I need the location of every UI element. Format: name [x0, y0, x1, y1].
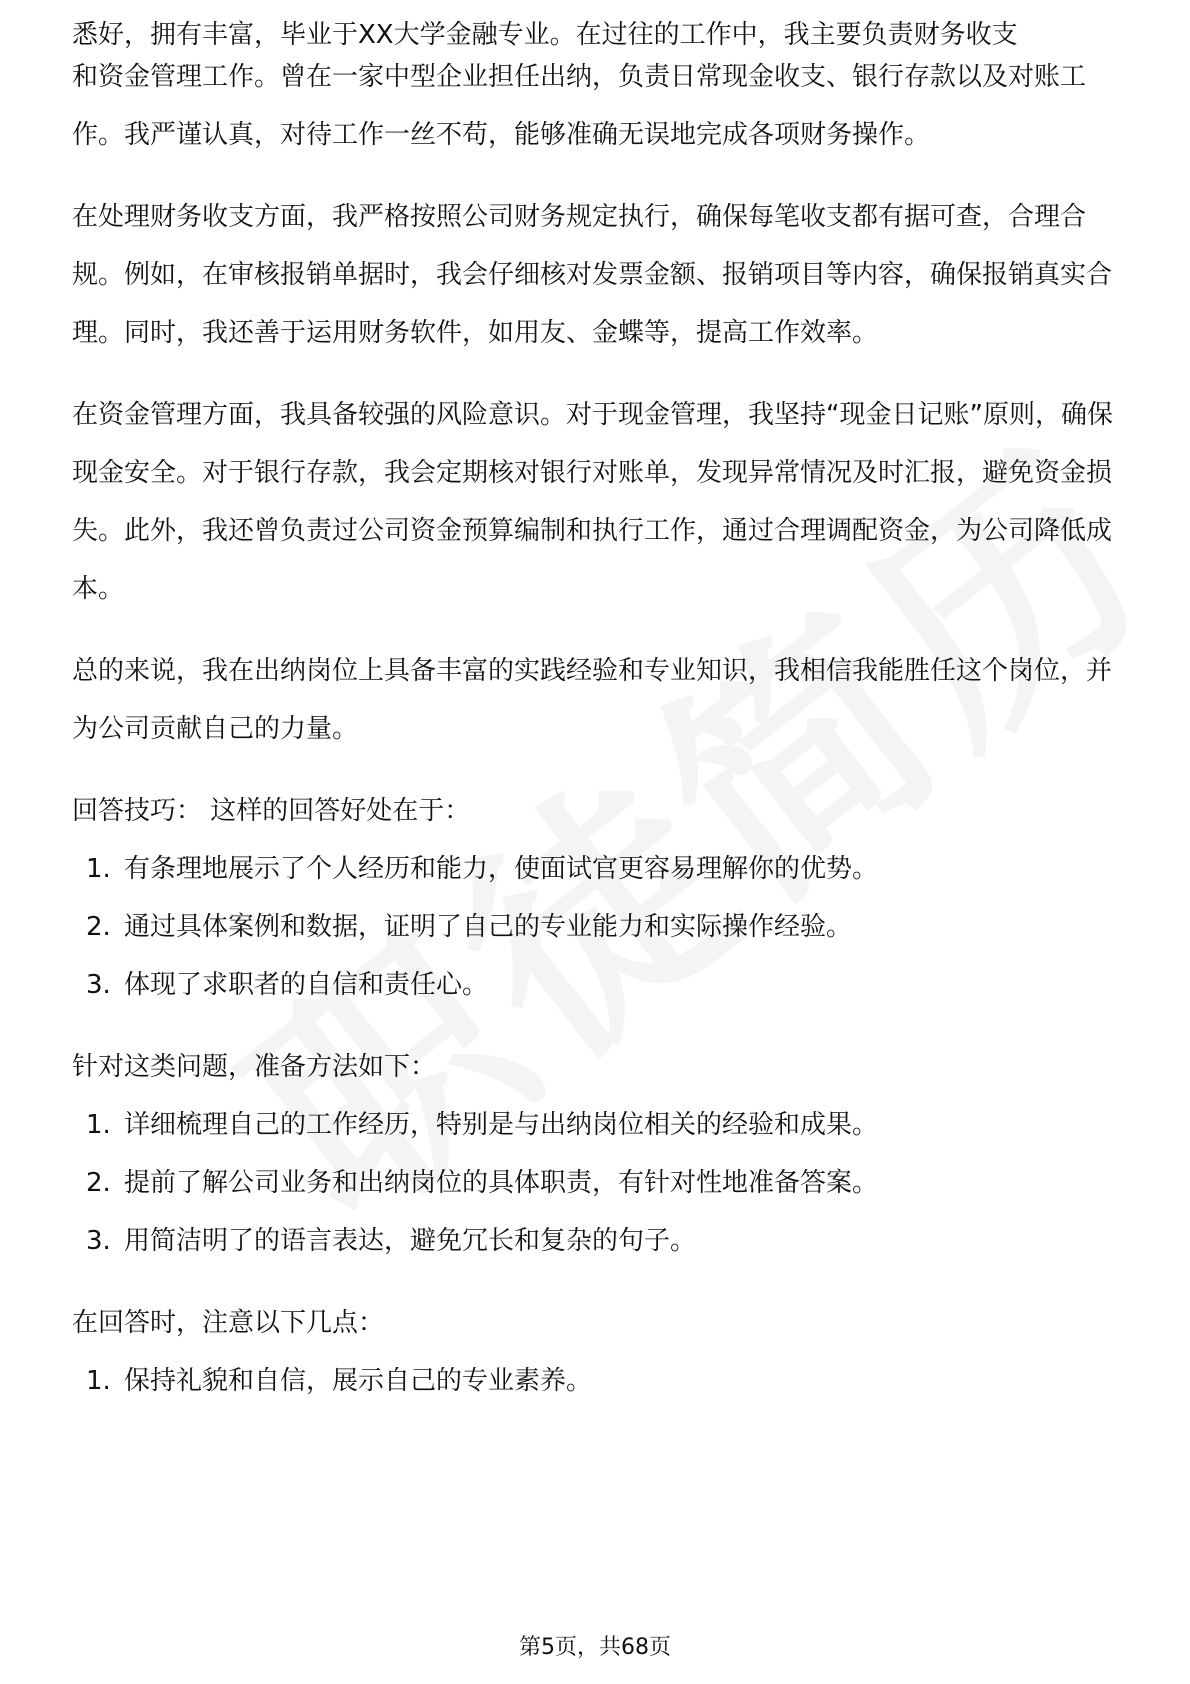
list-item [72, 1154, 1122, 1212]
list-number: 3. [86, 1226, 111, 1256]
page-footer: 第5页，共68页 [519, 1635, 671, 1660]
prep-heading: 针对这类问题，准备方法如下： [72, 1052, 437, 1082]
list-text: 有条理地展示了个人经历和能力，使面试官更容易理解你的优势。 [124, 854, 879, 884]
list-item [72, 1096, 1122, 1154]
list-number: 3. [86, 970, 111, 1000]
paragraph-experience: 和资金管理工作。曾在一家中型企业担任出纳，负责日常现金收支、银行存款以及对账工作。我严谨认真，对待工作一丝不苟，能够准确无误地完成各项财务操作。 [72, 62, 1087, 150]
list-number: 2. [86, 912, 111, 942]
list-text: 保持礼貌和自信，展示自己的专业素养。 [124, 1366, 593, 1396]
notes-list [72, 1352, 1122, 1410]
list-item [72, 1352, 1122, 1410]
list-text: 详细梳理自己的工作经历，特别是与出纳岗位相关的经验和成果。 [124, 1110, 879, 1140]
tips-list [72, 840, 1122, 1014]
list-number: 1. [86, 1366, 111, 1396]
list-text: 提前了解公司业务和出纳岗位的具体职责，有针对性地准备答案。 [124, 1168, 879, 1198]
list-number: 1. [86, 854, 111, 884]
notes-heading: 在回答时，注意以下几点： [72, 1308, 385, 1338]
list-item [72, 898, 1122, 956]
paragraph-summary: 总的来说，我在出纳岗位上具备丰富的实践经验和专业知识，我相信我能胜任这个岗位，并为公司贡献自己的力量。 [72, 656, 1113, 744]
prep-list [72, 1096, 1122, 1270]
list-number: 2. [86, 1168, 111, 1198]
list-item [72, 840, 1122, 898]
tips-heading: 回答技巧： 这样的回答好处在于： [72, 796, 471, 826]
list-text: 体现了求职者的自信和责任心。 [124, 970, 489, 1000]
list-text: 通过具体案例和数据，证明了自己的专业能力和实际操作经验。 [124, 912, 853, 942]
paragraph-capital: 在资金管理方面，我具备较强的风险意识。对于现金管理，我坚持“现金日记账”原则，确保现金安全。对于银行存款，我会定期核对银行对账单，发现异常情况及时汇报，避免资金损失。此外，我还曾负责过公司资金预算编制和执行工作，通过合理调配资金，为公司降低成本。 [72, 400, 1113, 604]
list-item [72, 956, 1122, 1014]
paragraph-cut-top: 悉好，拥有丰富，毕业于XX大学金融专业。在过往的工作中，我主要负责财务收支 [72, 20, 1018, 48]
list-text: 用简洁明了的语言表达，避免冗长和复杂的句子。 [124, 1226, 697, 1256]
list-item [72, 1212, 1122, 1270]
list-number: 1. [86, 1110, 111, 1140]
page-content [72, 20, 1122, 1410]
paragraph-finance: 在处理财务收支方面，我严格按照公司财务规定执行，确保每笔收支都有据可查，合理合规。例如，在审核报销单据时，我会仔细核对发票金额、报销项目等内容，确保报销真实合理。同时，我还善于运用财务软件，如用友、金蝶等，提高工作效率。 [72, 202, 1113, 348]
